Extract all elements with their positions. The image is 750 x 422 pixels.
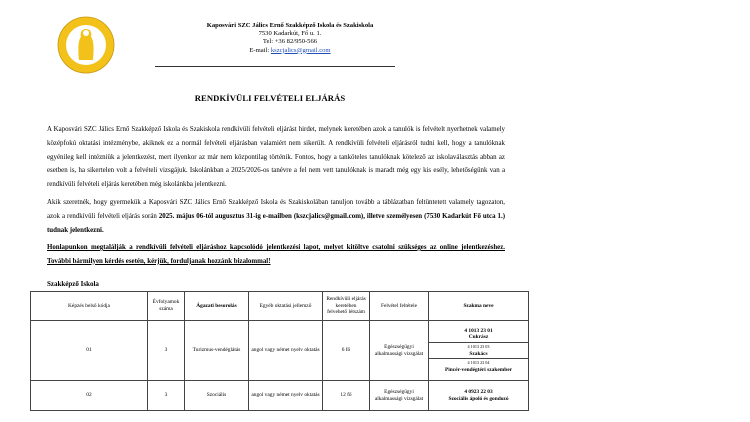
application-deadline: 2025. május 06-tól augusztus 31-ig e-mailben (kszcjalics@gmail.com), illetve személyesen (7530 Kadarkút Fő utca 1.) tudnak jelentkezni. <box>47 212 506 234</box>
profession-name: Szakács <box>469 350 488 357</box>
cell-code: 02 <box>31 381 148 411</box>
school-name: Kaposvári SZC Jálics Ernő Szakképző Iskola és Szakiskola <box>206 22 374 29</box>
school-address: 7530 Kadarkút, Fő u. 1. <box>258 30 322 38</box>
intro-paragraph: A Kaposvári SZC Jálics Ernő Szakképző Iskola és Szakiskola rendkívüli felvételi eljárást hirdet, melynek keretében azok a tanulók is felvételt nyerhetnek valamely középfokú oktatási intézménybe, akiknek ez a normál felvételi eljárásban valamiért nem sikerült. A rendkívüli felvételi eljárásról tudni kell, hogy a tanulóknak egyénileg kell intézniük a jelentkezést, mert ilyenkor az már nem központilag történik. Fontos, hogy a tanköteles tanulóknak kötelező az iskolaválasztás abban az esetben is, ha sikertelen volt a felvételi vizsgájuk. Iskolánkban a 2025/2026-os tanévre a fel nem vett tanulóknak is maradt még egy kis esély, lehetőségünk van a rendkívüli felvételi eljárás keretében még iskolánkba jelentkezni. <box>47 126 505 189</box>
cell-code: 01 <box>31 321 148 381</box>
programs-table <box>30 291 529 411</box>
school-logo <box>57 16 115 74</box>
cell-capacity: 6 fő <box>323 321 370 381</box>
page-title: RENDKÍVÜLI FELVÉTELI ELJÁRÁS <box>194 93 346 103</box>
profession-code: 4 1013 23 04 <box>429 358 528 367</box>
application-paragraph <box>47 196 505 237</box>
profession-code: 4 1013 23 01 <box>464 327 493 334</box>
school-email <box>160 47 420 55</box>
header-divider <box>155 66 395 67</box>
cell-professions <box>429 381 529 411</box>
col-header-sector: Ágazati besorolás <box>185 292 249 321</box>
website-notice: Honlapunkon megtalálják a rendkívüli felvételi eljáráshoz kapcsolódó jelentkezési lapot, melyet kitöltve csatolni szükséges az online jelentkezéshez. További bármilyen kérdés esetén, kérjük, forduljanak hozzánk bizalommal! <box>47 244 505 265</box>
col-header-language: Egyéb oktatási jellemző <box>249 292 323 321</box>
profession-name: Cukrász <box>468 334 489 341</box>
table-row <box>31 321 529 381</box>
school-header <box>160 22 420 55</box>
col-header-years: Évfolyamok száma <box>148 292 185 321</box>
table-header-row <box>31 292 529 321</box>
email-label: E-mail: <box>249 46 271 54</box>
col-header-profession: Szakma neve <box>429 292 529 321</box>
school-phone: Tel: +36 82/950-566 <box>262 38 318 46</box>
cell-sector: Turizmus-vendéglátás <box>185 321 249 381</box>
table-row <box>31 381 529 411</box>
profession-code: 4 1013 23 03 <box>429 342 528 351</box>
section-title: Szakképző Iskola <box>47 280 99 288</box>
cell-years: 3 <box>148 381 185 411</box>
cell-capacity: 12 fő <box>323 381 370 411</box>
cell-sector: Szociális <box>185 381 249 411</box>
profession-code: 4 0923 22 03 <box>464 388 493 395</box>
cell-language: angol vagy német nyelv oktatás <box>249 381 323 411</box>
col-header-condition: Felvétel feltétele <box>370 292 429 321</box>
email-link[interactable]: kszcjalics@gmail.com <box>270 46 331 54</box>
profession-name: Pincér-vendégtéri szakember <box>444 366 512 373</box>
cell-condition: Egészségügyi alkalmassági vizsgálat <box>370 321 429 381</box>
profession-name: Szociális ápoló és gondozó <box>448 395 509 402</box>
col-header-code: Képzés belső kódja <box>31 292 148 321</box>
col-header-capacity: Rendkívüli eljárás keretében felvehető létszám <box>323 292 370 321</box>
cell-years: 3 <box>148 321 185 381</box>
cell-professions <box>429 321 529 381</box>
application-text: Akik szeretnék, hogy gyermekük a Kaposvári SZC Jálics Ernő Szakképző Iskola és Szakiskolában tanuljon tovább a táblázatban feltüntetett valamely tagozaton, azok a rendkívüli felvételi eljárás során <box>47 199 505 220</box>
cell-language: angol vagy német nyelv oktatás <box>249 321 323 381</box>
cell-condition: Egészségügyi alkalmassági vizsgálat <box>370 381 429 411</box>
